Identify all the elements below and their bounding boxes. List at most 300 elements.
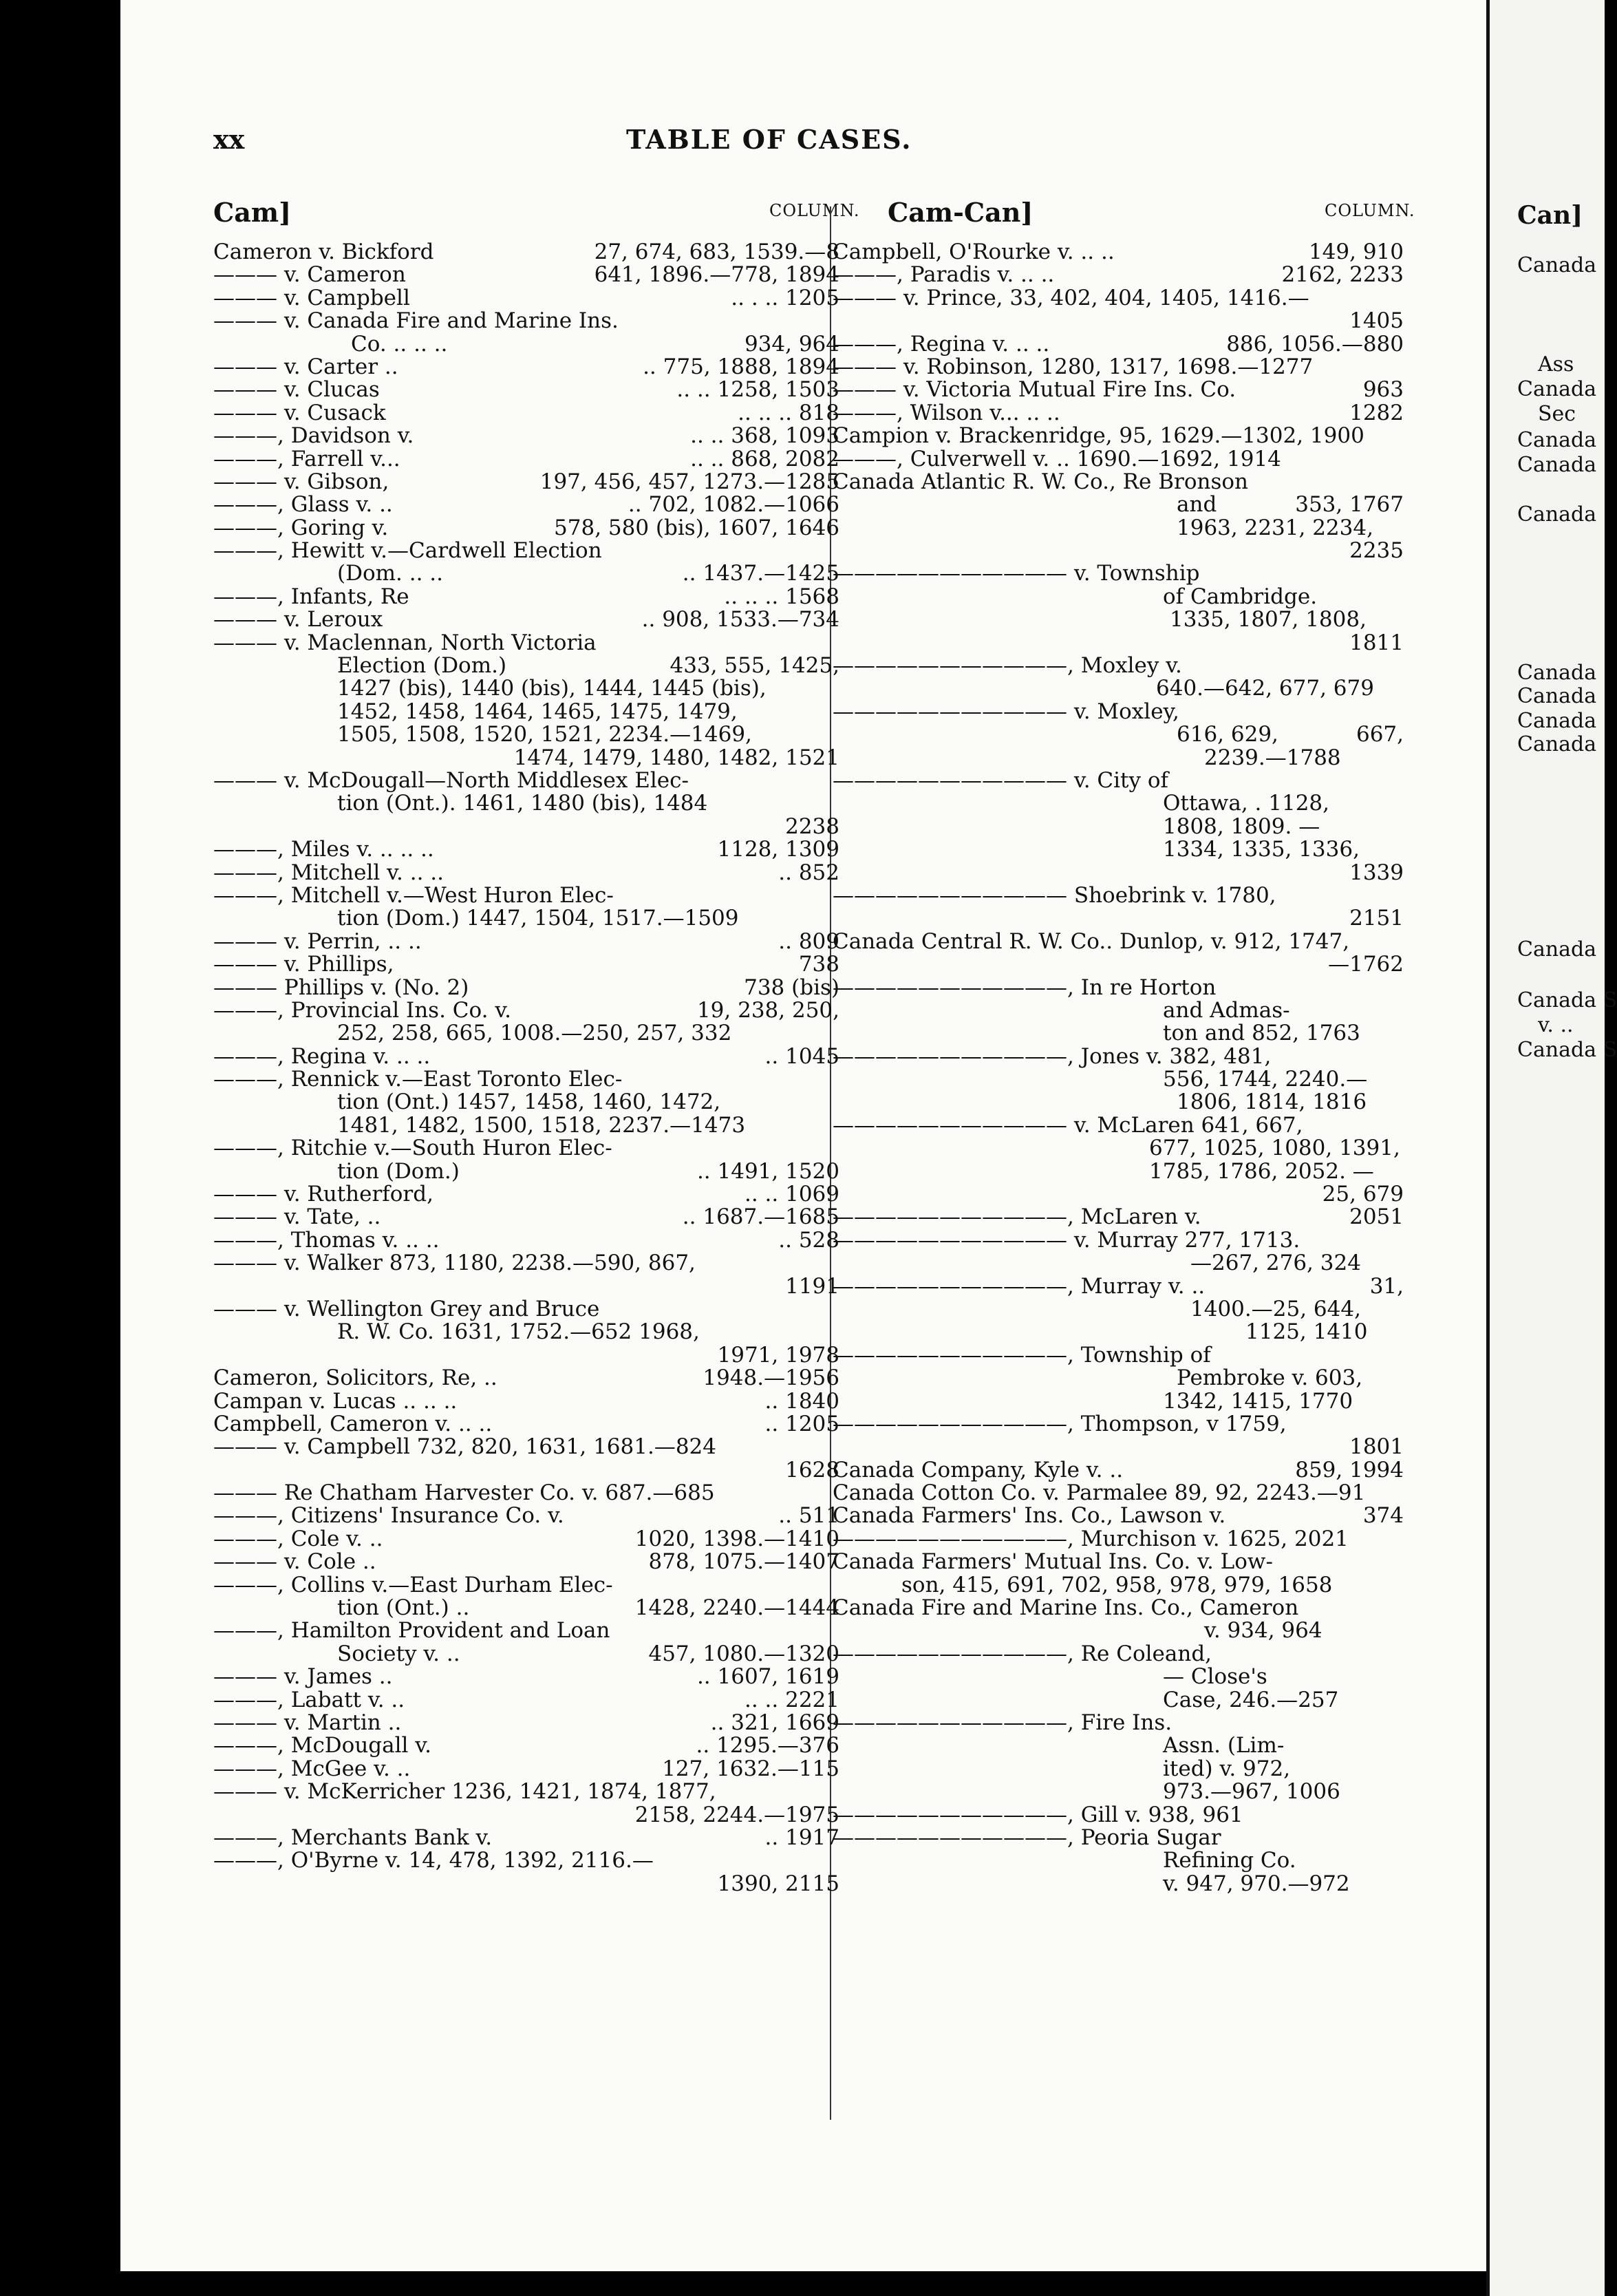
entry-text: ——————————— v. City of [833, 767, 1168, 793]
entry-text: ——— v. Cameron [213, 262, 406, 288]
entry-text: 640.—642, 677, 679 [1156, 676, 1374, 701]
index-entry [833, 448, 1404, 471]
index-entry [213, 1436, 839, 1458]
index-entry [213, 701, 839, 723]
index-entry [833, 1413, 1404, 1436]
entry-columns: 197, 456, 457, 1273.—1285 [539, 469, 839, 494]
entry-text: ton and 852, 1763 [1163, 1021, 1360, 1046]
index-entry [833, 1873, 1404, 1895]
index-entry [833, 1734, 1404, 1757]
index-entry [213, 1160, 839, 1183]
entry-text: Campan v. Lucas .. .. .. [213, 1388, 458, 1414]
entry-text: ———, Provincial Ins. Co. v. [213, 997, 512, 1023]
entry-text: of Cambridge. [1163, 584, 1318, 609]
index-entry [833, 1045, 1404, 1068]
entry-columns: .. .. 1069 [744, 1182, 839, 1207]
entry-columns: 1811 [1349, 630, 1404, 655]
entry-text: ———, O'Byrne v. 14, 478, 1392, 2116.— [213, 1848, 654, 1873]
entry-columns: —1762 [1328, 952, 1404, 977]
index-entry [833, 862, 1404, 884]
index-entry [833, 977, 1404, 999]
entry-columns: .. 908, 1533.—734 [641, 607, 839, 633]
entry-text: ——————————— Shoebrink v. 1780, [833, 882, 1276, 908]
index-entry [213, 1459, 839, 1482]
entry-columns: 457, 1080.—1320 [648, 1641, 839, 1666]
entry-text: ———, Collins v.—East Durham Elec- [213, 1572, 613, 1597]
entry-columns: .. .. 1258, 1503 [676, 377, 839, 403]
index-entry [833, 264, 1404, 286]
entry-text: 1481, 1482, 1500, 1518, 2237.—1473 [337, 1112, 746, 1138]
entry-text: ———, Wilson v... .. .. [833, 400, 1060, 425]
entry-columns: 1128, 1309 [717, 837, 839, 862]
entry-columns: 963 [1362, 377, 1404, 403]
index-entry [833, 241, 1404, 264]
entry-columns: 19, 238, 250, [696, 997, 839, 1023]
entry-text: 1427 (bis), 1440 (bis), 1444, 1445 (bis), [337, 676, 767, 701]
entry-text: ———, Mitchell v. .. .. [213, 860, 444, 885]
index-entry [213, 1413, 839, 1436]
entry-columns: 2238 [785, 814, 839, 839]
index-entry [213, 493, 839, 516]
entry-columns: .. 321, 1669 [710, 1710, 839, 1735]
entry-text: ——— v. Victoria Mutual Fire Ins. Co. [833, 377, 1236, 403]
index-entry [213, 953, 839, 976]
index-entry [213, 1551, 839, 1573]
index-entry [833, 928, 1404, 954]
facing-page-line: Canada [1517, 661, 1597, 685]
index-entry [213, 562, 839, 585]
entry-text: Ottawa, . 1128, [1163, 791, 1329, 816]
index-entry [213, 1298, 839, 1321]
entry-columns: 353, 1767 [1295, 492, 1404, 518]
index-entry [213, 816, 839, 838]
index-entry [833, 333, 1404, 356]
entry-columns: 374 [1362, 1503, 1404, 1529]
index-entry [213, 1758, 839, 1781]
entry-text: 1806, 1814, 1816 [1177, 1089, 1367, 1115]
index-entry [213, 1781, 839, 1803]
index-entry [213, 1689, 839, 1712]
facing-page-line: Canada [1517, 732, 1597, 756]
index-entry [213, 264, 839, 286]
index-entry [833, 586, 1404, 608]
facing-page-line: Canada S [1517, 988, 1617, 1012]
entry-columns: .. 1045 [764, 1043, 839, 1069]
entry-text: ———, Mitchell v.—West Huron Elec- [213, 882, 614, 908]
index-entry [833, 1827, 1404, 1849]
entry-text: Society v. .. [337, 1641, 460, 1666]
index-entry [213, 1643, 839, 1666]
index-entry [213, 1873, 839, 1895]
entry-text: ———————————, Township of [833, 1342, 1211, 1368]
index-entry [213, 1045, 839, 1068]
entry-text: Canada Company, Kyle v. .. [833, 1457, 1124, 1482]
index-entry [833, 1712, 1404, 1734]
entry-text: ———, McDougall v. [213, 1733, 431, 1758]
index-entry [833, 562, 1404, 585]
index-entry [213, 586, 839, 608]
index-entry [213, 1712, 839, 1734]
index-entry [213, 769, 839, 792]
entry-text: ——— v. Campbell 732, 820, 1631, 1681.—824 [213, 1434, 716, 1460]
entry-text: ——— v. Martin .. [213, 1710, 402, 1735]
index-entry [833, 838, 1404, 861]
index-entry [213, 1367, 839, 1390]
index-entry [213, 287, 839, 310]
entry-text: ——————————— v. Murray 277, 1713. [833, 1227, 1300, 1253]
left-column-label: COLUMN. [769, 201, 860, 220]
index-entry [213, 1137, 839, 1160]
right-column [833, 241, 1404, 1895]
entry-text: ———————————, Murchison v. 1625, 2021 [833, 1526, 1349, 1551]
entry-text: ———————————, In re Horton [833, 975, 1217, 1000]
index-entry [833, 1482, 1404, 1505]
entry-text: ——— Phillips v. (No. 2) [213, 975, 469, 1000]
entry-text: 973.—967, 1006 [1163, 1779, 1340, 1805]
index-entry [213, 448, 839, 471]
index-entry [213, 471, 839, 493]
entry-columns: 1191 [785, 1273, 839, 1299]
index-entry [833, 1344, 1404, 1367]
entry-text: ——— v. Perrin, .. .. [213, 928, 422, 954]
entry-columns: 1339 [1349, 860, 1404, 885]
index-entry [213, 632, 839, 655]
entry-text: ———, Paradis v. .. .. [833, 262, 1055, 288]
index-entry [833, 402, 1404, 425]
index-entry [213, 1666, 839, 1688]
entry-columns: 1405 [1349, 308, 1404, 334]
index-entry [213, 356, 839, 379]
entry-text: ———————————, Re Coleand, [833, 1641, 1212, 1666]
entry-text: Cameron v. Bickford [213, 240, 434, 264]
index-entry [213, 723, 839, 746]
entry-text: ——— v. McDougall—North Middlesex Elec- [213, 767, 689, 793]
index-entry [833, 1298, 1404, 1321]
index-entry [833, 356, 1404, 379]
entry-text: and [1177, 492, 1217, 518]
index-entry [833, 540, 1404, 562]
index-entry [213, 792, 839, 815]
index-entry [213, 1206, 839, 1229]
index-entry [833, 1804, 1404, 1827]
index-entry [833, 999, 1404, 1022]
index-entry [213, 1229, 839, 1252]
entry-text: ——— v. Walker 873, 1180, 2238.—590, 867, [213, 1251, 696, 1276]
entry-columns: 2151 [1349, 906, 1404, 931]
entry-text: Canada Fire and Marine Ins. Co., Cameron [833, 1595, 1299, 1621]
entry-text: Canada Farmers' Mutual Ins. Co. v. Low- [833, 1549, 1273, 1575]
entry-text: Campbell, O'Rourke v. .. .. [833, 240, 1115, 264]
entry-text: ———, Glass v. .. [213, 492, 393, 518]
index-entry [213, 1252, 839, 1275]
left-column-heading: Cam] [213, 197, 292, 228]
entry-columns: 738 (bis) [744, 975, 839, 1000]
entry-text: 1335, 1807, 1808, [1170, 607, 1367, 633]
entry-text: ——————————— v. Moxley, [833, 699, 1179, 724]
entry-text: Election (Dom.) [337, 653, 507, 679]
entry-columns: .. 775, 1888, 1894 [643, 354, 839, 379]
entry-columns: 641, 1896.—778, 1894 [594, 262, 839, 288]
facing-page-line: Canada S [1517, 1038, 1617, 1062]
index-entry [833, 1068, 1404, 1091]
entry-text: son, 415, 691, 702, 958, 978, 979, 1658 [901, 1572, 1333, 1597]
index-entry [213, 608, 839, 631]
entry-columns: .. 1437.—1425 [682, 561, 839, 586]
entry-text: 616, 629, [1177, 722, 1278, 747]
index-entry [213, 999, 839, 1022]
index-entry [213, 540, 839, 562]
entry-text: and Admas- [1163, 997, 1290, 1023]
index-entry [213, 1321, 839, 1343]
entry-text: ———, Farrell v... [213, 446, 400, 471]
entry-text: ———, Regina v. .. .. [833, 331, 1050, 357]
index-entry [833, 884, 1404, 907]
entry-text: 1125, 1410 [1245, 1319, 1368, 1345]
entry-text: ——— Re Chatham Harvester Co. v. 687.—685 [213, 1480, 715, 1506]
entry-columns: .. 809 [778, 928, 839, 954]
entry-text: 677, 1025, 1080, 1391, [1149, 1136, 1400, 1161]
index-entry [213, 747, 839, 769]
index-entry [213, 1827, 839, 1849]
entry-text: Assn. (Lim- [1163, 1733, 1285, 1758]
entry-columns: 578, 580 (bis), 1607, 1646 [554, 515, 839, 540]
entry-columns: 31, [1369, 1273, 1404, 1299]
index-entry [833, 701, 1404, 723]
index-entry [833, 1160, 1404, 1183]
entry-columns: .. . .. 1205 [731, 285, 839, 310]
entry-columns: 878, 1075.—1407 [648, 1549, 839, 1575]
entry-columns: 1628 [785, 1457, 839, 1482]
entry-columns: 149, 910 [1308, 240, 1404, 264]
index-entry [833, 1436, 1404, 1458]
index-entry [213, 1574, 839, 1597]
index-entry [833, 1137, 1404, 1160]
entry-text: 1963, 2231, 2234, [1177, 515, 1373, 540]
index-entry [833, 677, 1404, 700]
entry-text: ———————————, Murray v. .. [833, 1273, 1206, 1299]
entry-text: Canada Cotton Co. v. Parmalee 89, 92, 2243.—91 [833, 1480, 1366, 1506]
entry-columns: .. 1607, 1619 [696, 1664, 839, 1690]
index-entry [213, 1275, 839, 1298]
entry-columns: .. 1840 [764, 1388, 839, 1414]
index-entry [213, 1619, 839, 1642]
entry-text: ———, Labatt v. .. [213, 1687, 405, 1712]
entry-text: ———, Goring v. [213, 515, 389, 540]
entry-text: 1400.—25, 644, [1190, 1296, 1361, 1321]
index-entry [833, 1574, 1404, 1597]
index-entry [833, 1689, 1404, 1712]
entry-text: ———, Rennick v.—East Toronto Elec- [213, 1067, 623, 1092]
index-entry [213, 241, 839, 264]
entry-text: ———, Davidson v. [213, 423, 414, 449]
entry-text: ——————————— v. McLaren 641, 667, [833, 1112, 1303, 1138]
entry-text: 1452, 1458, 1464, 1465, 1475, 1479, [337, 699, 738, 724]
index-entry [833, 1619, 1404, 1642]
entry-text: ———, Thomas v. .. .. [213, 1227, 440, 1253]
entry-text: ———, Miles v. .. .. .. [213, 837, 434, 862]
index-entry [833, 1781, 1404, 1803]
entry-text: ———————————, McLaren v. [833, 1204, 1201, 1230]
entry-columns: 1020, 1398.—1410 [634, 1526, 839, 1551]
entry-text: Co. .. .. .. [351, 331, 448, 357]
entry-columns: 2158, 2244.—1975 [634, 1802, 839, 1827]
index-entry [213, 333, 839, 356]
index-entry [833, 953, 1404, 976]
entry-text: Canada Central R. W. Co.. Dunlop, v. 912, 1747, [833, 928, 1350, 954]
entry-text: ———————————, Peoria Sugar [833, 1825, 1221, 1850]
entry-text: tion (Dom.) 1447, 1504, 1517.—1509 [337, 906, 739, 931]
index-entry [213, 1528, 839, 1551]
entry-columns: 27, 674, 683, 1539.—8 [594, 240, 839, 264]
index-entry [213, 1482, 839, 1505]
entry-columns: 1474, 1479, 1480, 1482, 1521 [513, 745, 839, 770]
entry-text: tion (Ont.) 1457, 1458, 1460, 1472, [337, 1089, 721, 1115]
entry-columns: 127, 1632.—115 [662, 1756, 839, 1781]
index-entry [213, 838, 839, 861]
index-entry [213, 517, 839, 540]
entry-columns: .. 852 [778, 860, 839, 885]
entry-text: ited) v. 972, [1163, 1756, 1291, 1781]
facing-page-line: Canada [1517, 253, 1597, 277]
index-entry [833, 493, 1404, 516]
index-entry [213, 1734, 839, 1757]
entry-text: ——— v. Tate, .. [213, 1204, 381, 1230]
entry-text: —267, 276, 324 [1190, 1251, 1361, 1276]
index-entry [213, 1091, 839, 1114]
page-number: xx [213, 124, 245, 155]
index-entry [833, 1528, 1404, 1551]
index-entry [833, 1275, 1404, 1298]
index-entry [833, 655, 1404, 677]
index-entry [213, 1068, 839, 1091]
index-entry [833, 769, 1404, 792]
entry-text: ———, Hamilton Provident and Loan [213, 1618, 610, 1644]
entry-text: — Close's [1163, 1664, 1267, 1690]
entry-text: ———, Merchants Bank v. [213, 1825, 493, 1850]
entry-text: 1334, 1335, 1336, [1163, 837, 1360, 862]
entry-columns: 1948.—1956 [703, 1365, 839, 1391]
facing-page-line: Canada [1517, 377, 1597, 401]
right-column-heading: Cam-Can] [888, 197, 1034, 228]
index-entry [833, 1459, 1404, 1482]
facing-page-line: Canada [1517, 502, 1597, 527]
index-entry [213, 425, 839, 447]
entry-text: tion (Ont.) .. [337, 1595, 470, 1621]
entry-text: ——— v. Wellington Grey and Bruce [213, 1296, 600, 1321]
index-entry [833, 1229, 1404, 1252]
index-entry [833, 1666, 1404, 1688]
entry-text: ———, Citizens' Insurance Co. v. [213, 1503, 564, 1529]
entry-columns: 433, 555, 1425, [670, 653, 839, 679]
index-entry [833, 792, 1404, 815]
entry-text: 1785, 1786, 2052. — [1149, 1158, 1374, 1184]
entry-text: (Dom. .. .. [337, 561, 443, 586]
entry-text: Cameron, Solicitors, Re, .. [213, 1365, 497, 1391]
entry-columns: .. 1295.—376 [696, 1733, 839, 1758]
index-entry [833, 1390, 1404, 1413]
index-entry [833, 907, 1404, 930]
entry-text: ———, Hewitt v.—Cardwell Election [213, 538, 602, 564]
entry-text: ———————————, Gill v. 938, 961 [833, 1802, 1243, 1827]
right-column-label: COLUMN. [1325, 201, 1415, 220]
entry-columns: 934, 964 [744, 331, 839, 357]
entry-text: ———————————, Moxley v. [833, 653, 1182, 679]
entry-text: ———————————, Fire Ins. [833, 1710, 1172, 1735]
index-entry [833, 608, 1404, 631]
entry-columns: .. .. 868, 2082 [690, 446, 839, 471]
entry-columns: 2162, 2233 [1281, 262, 1404, 288]
facing-page-line: Canada [1517, 684, 1597, 708]
entry-text: R. W. Co. 1631, 1752.—652 1968, [337, 1319, 700, 1345]
entry-text: ——— v. Clucas [213, 377, 380, 403]
entry-columns: .. .. .. 1568 [724, 584, 839, 609]
index-entry [833, 1321, 1404, 1343]
entry-text: ——————————— v. Township [833, 561, 1200, 586]
index-entry [833, 1758, 1404, 1781]
entry-columns: .. 1917 [764, 1825, 839, 1850]
entry-text: ——— v. Canada Fire and Marine Ins. [213, 308, 619, 334]
index-entry [213, 928, 839, 954]
index-entry [833, 287, 1404, 310]
entry-text: 2239.—1788 [1204, 745, 1341, 770]
facing-page-fragment [1490, 0, 1617, 2296]
entry-columns: 2051 [1349, 1204, 1404, 1230]
index-entry [833, 632, 1404, 655]
entry-text: ———, Ritchie v.—South Huron Elec- [213, 1136, 612, 1161]
entry-columns: 667, [1356, 722, 1404, 747]
index-entry [213, 379, 839, 401]
entry-text: ——— v. Maclennan, North Victoria [213, 630, 597, 655]
index-entry [213, 1505, 839, 1527]
index-entry [833, 1643, 1404, 1666]
entry-text: 1342, 1415, 1770 [1163, 1388, 1353, 1414]
entry-columns: .. 702, 1082.—1066 [628, 492, 839, 518]
index-entry [213, 884, 839, 907]
entry-text: Campion v. Brackenridge, 95, 1629.—1302, 1900 [833, 423, 1364, 449]
entry-columns: .. .. 2221 [744, 1687, 839, 1712]
entry-text: ——— v. Robinson, 1280, 1317, 1698.—1277 [833, 354, 1314, 379]
entry-columns: 25, 679 [1322, 1182, 1404, 1207]
entry-columns: .. 528 [778, 1227, 839, 1253]
entry-text: tion (Ont.). 1461, 1480 (bis), 1484 [337, 791, 708, 816]
entry-columns: 1801 [1349, 1434, 1404, 1460]
facing-page-line: Canada [1517, 937, 1597, 961]
entry-text: 556, 1744, 2240.— [1163, 1067, 1368, 1092]
index-entry [833, 310, 1404, 332]
entry-text: 252, 258, 665, 1008.—250, 257, 332 [337, 1021, 732, 1046]
facing-page-heading: Can] [1517, 201, 1583, 230]
entry-text: ——— v. Phillips, [213, 952, 394, 977]
index-entry [213, 862, 839, 884]
entry-text: ———————————, Thompson, v 1759, [833, 1411, 1287, 1436]
entry-columns: 1971, 1978 [717, 1342, 839, 1368]
index-entry [833, 723, 1404, 746]
entry-text: Pembroke v. 603, [1177, 1365, 1363, 1391]
index-entry [833, 1114, 1404, 1137]
index-entry [213, 1804, 839, 1827]
index-entry [833, 379, 1404, 401]
index-entry [213, 310, 839, 332]
entry-text: ——— v. Prince, 33, 402, 404, 1405, 1416.— [833, 285, 1309, 310]
index-entry [213, 977, 839, 999]
index-entry [833, 1849, 1404, 1872]
index-entry [213, 1597, 839, 1619]
entry-columns: .. 511 [778, 1503, 839, 1529]
entry-text: Refining Co. [1163, 1848, 1296, 1873]
entry-text: v. 934, 964 [1204, 1618, 1322, 1644]
running-title: TABLE OF CASES. [626, 124, 912, 155]
index-entry [213, 1022, 839, 1045]
